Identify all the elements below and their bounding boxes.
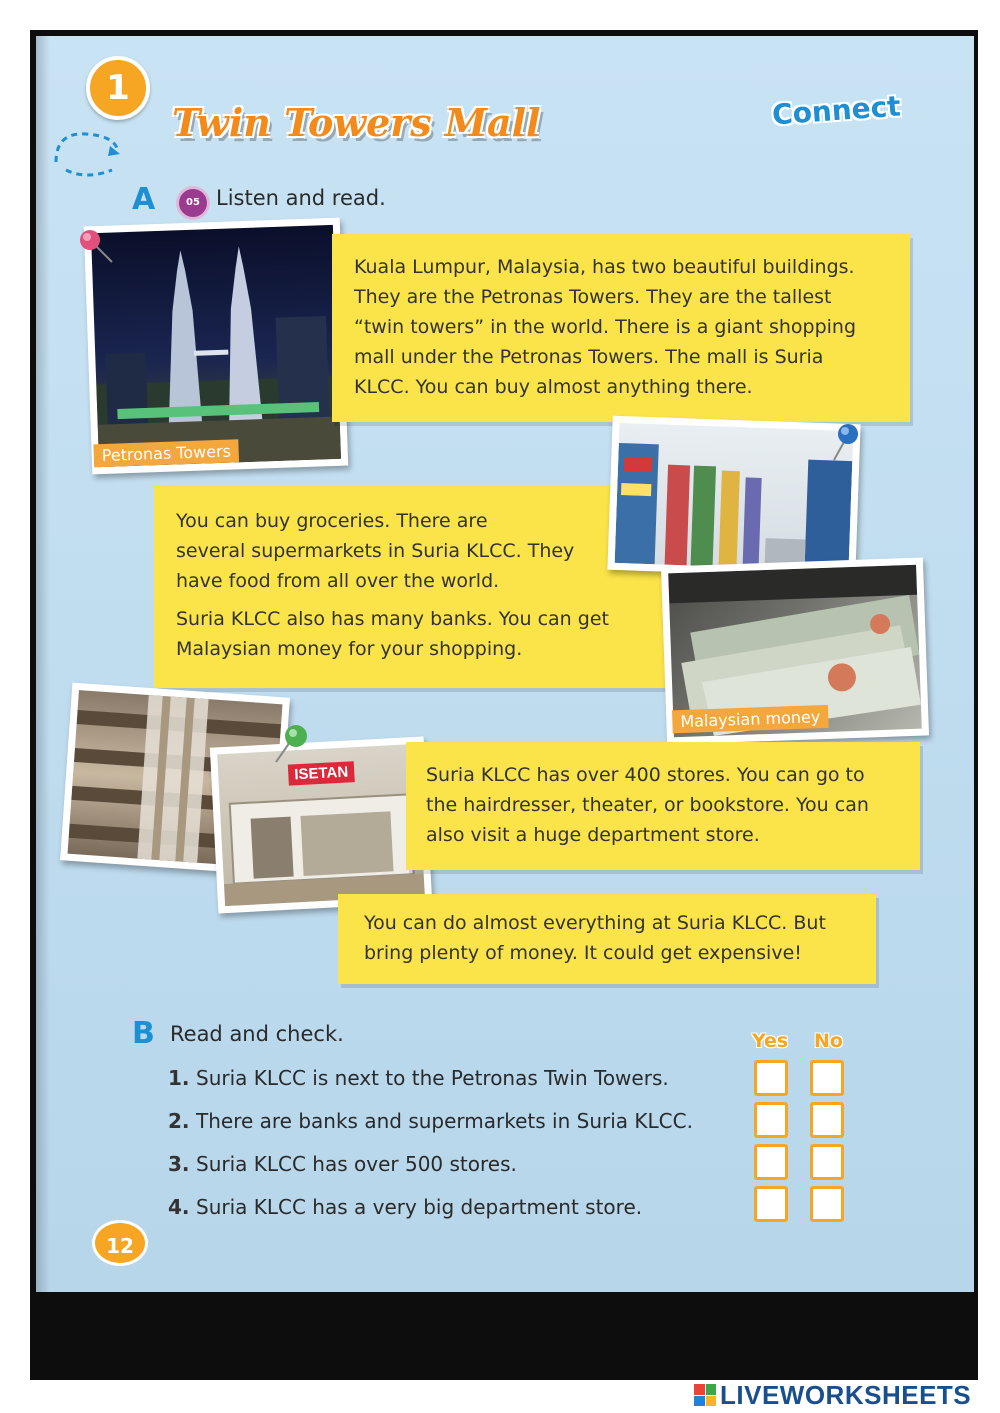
paragraph-5-line-1: You can do almost everything at Suria KLCC. But bbox=[364, 912, 826, 934]
q1-yes-checkbox[interactable] bbox=[754, 1060, 788, 1096]
reading-paragraph-4 bbox=[406, 742, 920, 870]
dashed-arrow-icon bbox=[46, 122, 146, 182]
question-text: Suria KLCC has a very big department store. bbox=[196, 1195, 643, 1219]
section-b-instruction: Read and check. bbox=[170, 1022, 344, 1046]
q4-yes-checkbox[interactable] bbox=[754, 1186, 788, 1222]
pushpin-icon bbox=[826, 418, 866, 464]
paragraph-1-line-3: “twin towers” in the world. There is a giant shopping bbox=[354, 316, 857, 338]
page-binding-shadow bbox=[36, 36, 50, 1292]
paragraph-1-line-2: They are the Petronas Towers. They are the tallest bbox=[354, 286, 832, 308]
unit-number-badge: 1 bbox=[86, 56, 150, 120]
question-text: There are banks and supermarkets in Suria KLCC. bbox=[196, 1109, 693, 1133]
yes-column-label: Yes bbox=[752, 1030, 789, 1052]
caption-malaysian-money: Malaysian money bbox=[672, 705, 829, 733]
q3-no-checkbox[interactable] bbox=[810, 1144, 844, 1180]
liveworksheets-brand: LIVEWORKSHEETS bbox=[720, 1379, 972, 1410]
q2-no-checkbox[interactable] bbox=[810, 1102, 844, 1138]
paragraph-2-line-2: several supermarkets in Suria KLCC. They bbox=[176, 540, 575, 562]
q1-no-checkbox[interactable] bbox=[810, 1060, 844, 1096]
section-a-letter: A bbox=[132, 182, 156, 217]
series-label: Connect bbox=[771, 89, 902, 132]
paragraph-4-line-2: the hairdresser, theater, or bookstore. You can bbox=[426, 794, 869, 816]
paragraph-3-line-1: Suria KLCC also has many banks. You can get bbox=[176, 608, 609, 630]
liveworksheets-logo bbox=[694, 1380, 971, 1410]
paragraph-4-line-1: Suria KLCC has over 400 stores. You can go to bbox=[426, 764, 865, 786]
question-number: 2. bbox=[168, 1109, 190, 1133]
question-text: Suria KLCC is next to the Petronas Twin Towers. bbox=[196, 1066, 669, 1090]
question-text: Suria KLCC has over 500 stores. bbox=[196, 1152, 517, 1176]
q2-yes-checkbox[interactable] bbox=[754, 1102, 788, 1138]
question-number: 3. bbox=[168, 1152, 190, 1176]
store-sign: ISETAN bbox=[288, 761, 355, 785]
paragraph-1-line-4: mall under the Petronas Towers. The mall is Suria bbox=[354, 346, 824, 368]
section-a-instruction: Listen and read. bbox=[216, 186, 386, 210]
audio-track-icon[interactable]: 05 bbox=[176, 186, 210, 220]
paragraph-2-line-1: You can buy groceries. There are bbox=[176, 510, 488, 532]
question-number: 4. bbox=[168, 1195, 190, 1219]
question-number: 1. bbox=[168, 1066, 190, 1090]
supermarket-photo bbox=[607, 416, 860, 579]
paragraph-3-line-2: Malaysian money for your shopping. bbox=[176, 638, 523, 660]
paragraph-1-line-1: Kuala Lumpur, Malaysia, has two beautiful buildings. bbox=[354, 256, 855, 278]
paragraph-4-line-3: also visit a huge department store. bbox=[426, 824, 760, 846]
towers-illustration bbox=[91, 225, 341, 467]
pushpin-icon bbox=[72, 222, 118, 268]
reading-paragraph-5 bbox=[338, 894, 876, 984]
section-b-letter: B bbox=[132, 1016, 155, 1051]
reading-paragraph-1 bbox=[332, 234, 910, 422]
reading-paragraph-2 bbox=[154, 486, 686, 688]
page-number-badge: 12 bbox=[92, 1220, 148, 1266]
department-store-photo bbox=[210, 737, 432, 914]
paragraph-5-line-2: bring plenty of money. It could get expensive! bbox=[364, 942, 802, 964]
malaysian-money-photo bbox=[661, 557, 929, 744]
worksheet-page bbox=[36, 36, 974, 1292]
pushpin-icon bbox=[270, 720, 314, 766]
q4-no-checkbox[interactable] bbox=[810, 1186, 844, 1222]
paragraph-2-line-3: have food from all over the world. bbox=[176, 570, 500, 592]
no-column-label: No bbox=[814, 1030, 843, 1052]
q3-yes-checkbox[interactable] bbox=[754, 1144, 788, 1180]
page-title: Twin Towers Mall bbox=[172, 100, 541, 145]
paragraph-1-line-5: KLCC. You can buy almost anything there. bbox=[354, 376, 753, 398]
caption-petronas-towers: Petronas Towers bbox=[93, 439, 239, 467]
supermarket-illustration bbox=[615, 423, 854, 571]
liveworksheets-logo-icon bbox=[694, 1384, 716, 1406]
petronas-towers-photo bbox=[84, 218, 348, 475]
